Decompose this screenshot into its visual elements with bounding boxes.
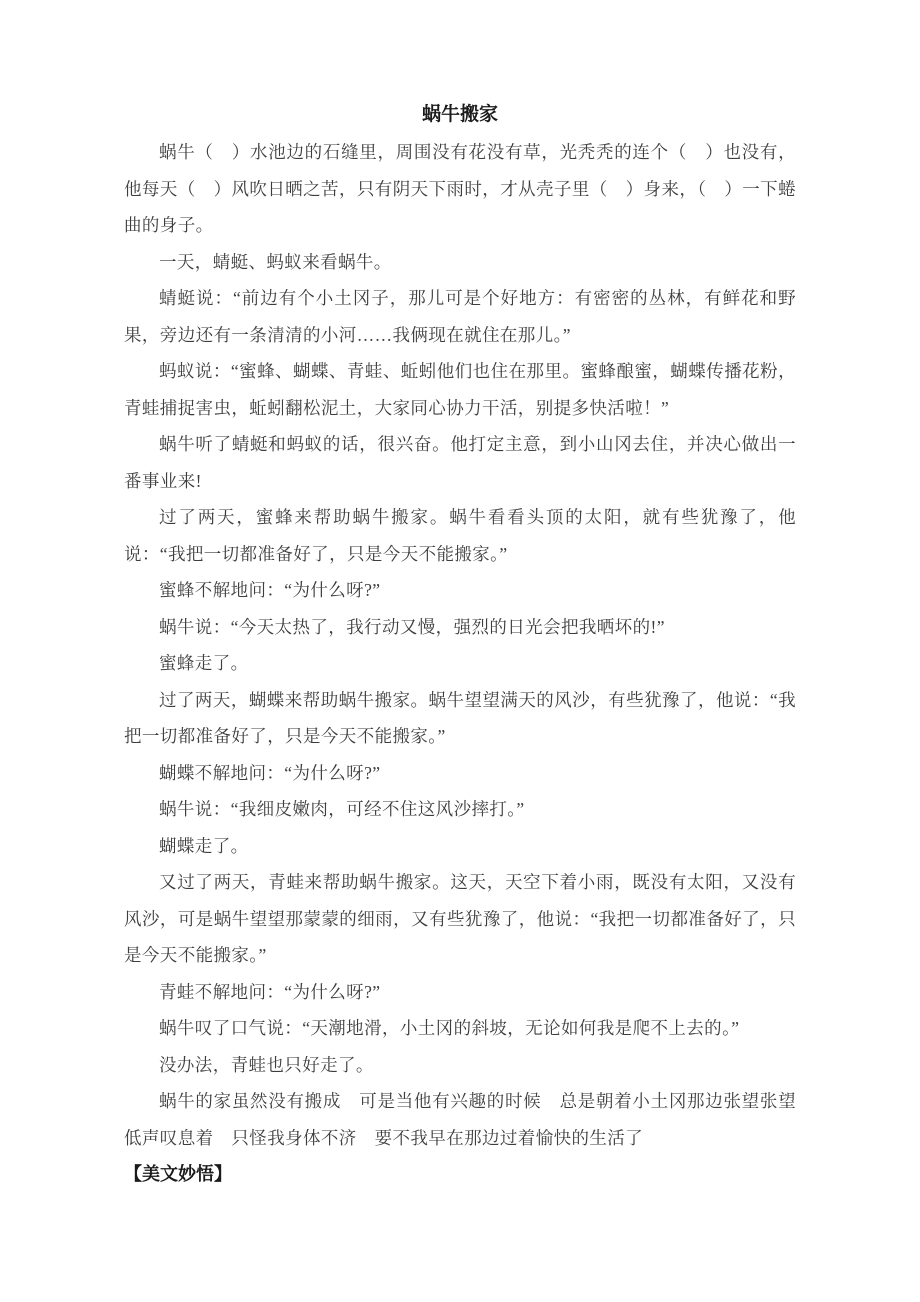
story-paragraph: 又过了两天，青蛙来帮助蜗牛搬家。这天，天空下着小雨，既没有太阳，又没有风沙，可是蜗牛望望那蒙蒙的细雨，又有些犹豫了，他说：“我把一切都准备好了，只是今天不能搬家。” [124, 872, 796, 965]
story-paragraph: 蜗牛听了蜻蜓和蚂蚁的话，很兴奋。他打定主意，到小山冈去住，并决心做出一番事业来! [124, 434, 796, 491]
section-heading: 【美文妙悟】 [124, 1164, 232, 1184]
story-paragraph: 过了两天，蝴蝶来帮助蜗牛搬家。蜗牛望望满天的风沙，有些犹豫了，他说：“我把一切都准备好了，只是今天不能搬家。” [124, 689, 796, 746]
story-paragraph: 蜗牛（ ）水池边的石缝里，周围没有花没有草，光秃秃的连个（ ）也没有，他每天（ ）风吹日晒之苦，只有阴天下雨时，才从壳子里（ ）身来，（ ）一下蜷曲的身子。 [124, 142, 796, 235]
story-paragraph: 蜗牛说：“今天太热了，我行动又慢，强烈的日光会把我晒坏的!” [159, 616, 665, 637]
story-paragraph: 蜗牛的家虽然没有搬成 可是当他有兴趣的时候 总是朝着小土冈那边张望张望 低声叹息着 只怪我身体不济 要不我早在那边过着愉快的生活了 [124, 1091, 814, 1148]
story-paragraph: 蝴蝶不解地问：“为什么呀?” [159, 762, 381, 783]
story-paragraph: 蝴蝶走了。 [159, 835, 249, 856]
document-title: 蜗牛搬家 [421, 104, 498, 125]
story-paragraph: 蚂蚁说：“蜜蜂、蝴蝶、青蛙、蚯蚓他们也住在那里。蜜蜂酿蜜，蝴蝶传播花粉，青蛙捕捉害虫，蚯蚓翻松泥土，大家同心协力干活，别提多快活啦！” [124, 361, 796, 418]
story-paragraph: 蜗牛说：“我细皮嫩肉，可经不住这风沙摔打。” [159, 799, 525, 819]
story-paragraph: 过了两天，蜜蜂来帮助蜗牛搬家。蜗牛看看头顶的太阳，就有些犹豫了，他说：“我把一切都准备好了，只是今天不能搬家。” [124, 507, 796, 564]
story-paragraph: 青蛙不解地问：“为什么呀?” [159, 981, 381, 1002]
story-paragraph: 蜜蜂不解地问：“为什么呀?” [159, 580, 381, 600]
story-paragraph: 蜗牛叹了口气说：“天潮地滑，小土冈的斜坡，无论如何我是爬不上去的。” [159, 1018, 740, 1038]
story-paragraph: 蜻蜓说：“前边有个小土冈子，那儿可是个好地方：有密密的丛林，有鲜花和野果，旁边还有一条清清的小河……我俩现在就住在那儿。” [124, 288, 796, 345]
story-paragraph: 没办法，青蛙也只好走了。 [159, 1054, 374, 1075]
story-paragraph: 蜜蜂走了。 [159, 653, 249, 673]
story-paragraph: 一天，蜻蜓、蚂蚁来看蜗牛。 [159, 251, 392, 272]
